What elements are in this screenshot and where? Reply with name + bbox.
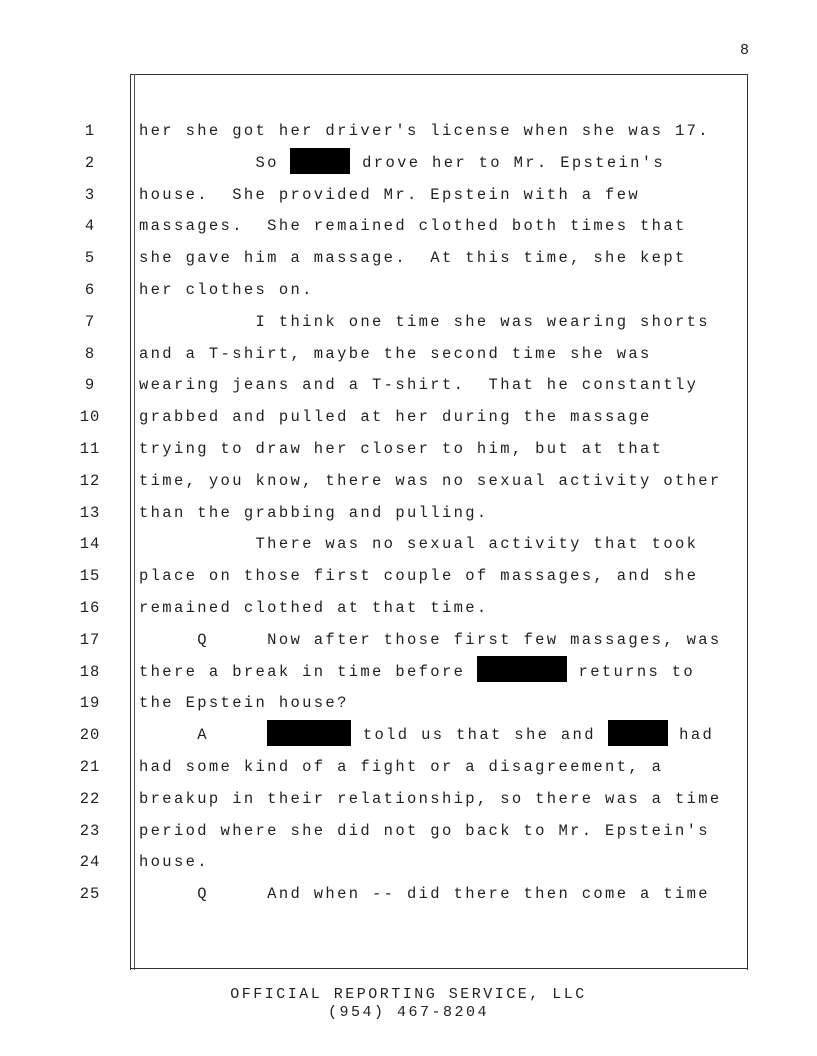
line-text-segment: time, you know, there was no sexual activity other [139,471,722,490]
line-text [139,720,714,752]
line-number: 20 [79,726,101,745]
line-text-segment: the Epstein house? [139,694,349,713]
line-text [139,434,663,466]
line-text [139,561,698,593]
line-number: 16 [79,598,101,617]
transcript-line [0,720,817,752]
redaction-block [267,720,351,746]
line-number: 9 [84,376,96,395]
transcript-line [0,816,817,848]
line-text-segment: than the grabbing and pulling. [139,503,489,522]
line-text-segment: trying to draw her closer to him, but at that [139,439,664,458]
line-number: 24 [79,853,101,872]
line-number: 2 [84,153,96,172]
line-text [139,879,710,911]
redaction-block [477,656,567,682]
transcript-line [0,847,817,879]
transcript-line [0,561,817,593]
line-number: 15 [79,567,101,586]
line-text [139,148,665,180]
line-number: 6 [84,280,96,299]
line-text-segment: house. [139,853,209,872]
footer-phone: (954) 467-8204 [327,1004,490,1021]
line-text-segment: her she got her driver's license when she was 17. [139,122,710,140]
line-text [139,211,687,243]
line-text [139,593,489,625]
line-text-segment: had [667,726,715,745]
line-text [139,466,722,498]
transcript-line [0,625,817,657]
line-text [139,243,687,275]
line-number: 17 [79,630,101,649]
transcript-line [0,529,817,561]
line-number: 25 [79,885,101,904]
line-text-segment: Q Now after those first few massages, was [139,630,722,649]
line-text-segment: massages. She remained clothed both times that [139,217,687,236]
line-text-segment: returns to [566,662,696,681]
line-text [139,275,314,307]
line-text [139,816,710,848]
line-text-segment: Q And when -- did there then come a time [139,885,710,904]
line-text [139,180,640,212]
line-text-segment: house. She provided Mr. Epstein with a few [139,185,641,204]
line-number: 23 [79,821,101,840]
line-text-segment: A [139,726,268,745]
transcript-line [0,402,817,434]
line-text-segment: grabbed and pulled at her during the massage [139,408,652,427]
line-number: 10 [79,408,101,427]
line-number: 4 [84,217,96,236]
line-text-segment: told us that she and [351,726,608,745]
transcript-line [0,879,817,911]
line-text-segment: period where she did not go back to Mr. Epstein's [139,821,710,840]
line-text-segment: drove her to Mr. Epstein's [350,153,666,172]
transcript-line [0,593,817,625]
page-number: 8 [740,42,751,59]
line-text [139,625,722,657]
line-text-segment: There was no sexual activity that took [139,535,699,554]
line-text [139,657,695,689]
line-number: 14 [79,535,101,554]
line-number: 8 [84,344,96,363]
transcript-line [0,211,817,243]
line-text-segment: I think one time she was wearing shorts [139,312,710,331]
line-text-segment: she gave him a massage. At this time, she kept [139,249,687,268]
transcript-line [0,498,817,530]
line-number: 21 [79,757,101,776]
line-text-segment: place on those first couple of massages, and she [139,567,699,586]
transcript-line [0,657,817,689]
line-number: 12 [79,471,101,490]
line-text-segment: there a break in time before [139,662,477,681]
frame-top-rule [130,74,748,75]
transcript-line [0,275,817,307]
line-text [139,307,710,339]
line-text [139,402,652,434]
line-text-segment: So [139,153,291,172]
transcript-line [0,688,817,720]
transcript-line [0,243,817,275]
line-text-segment: breakup in their relationship, so there was a time [139,789,722,808]
line-text [139,370,698,402]
line-number: 11 [79,439,101,458]
line-text [139,752,663,784]
footer [0,986,817,1022]
transcript-line [0,148,817,180]
transcript-line [0,370,817,402]
line-text-segment: her clothes on. [139,280,314,299]
line-text [139,339,652,371]
line-number: 13 [79,503,101,522]
transcript-body [0,116,817,911]
frame-bottom-rule [130,968,748,969]
line-text-segment: remained clothed at that time. [139,598,489,617]
line-number: 3 [84,185,96,204]
line-number: 22 [79,789,101,808]
transcript-line [0,434,817,466]
line-text [139,784,722,816]
line-text [139,529,698,561]
transcript-line [0,307,817,339]
line-text [139,116,710,148]
transcript-line [0,116,817,148]
line-text-segment: wearing jeans and a T-shirt. That he constantly [139,376,699,395]
transcript-line [0,784,817,816]
line-text [139,847,209,879]
line-text [139,688,349,720]
line-text [139,498,489,530]
transcript-line [0,180,817,212]
footer-company: OFFICIAL REPORTING SERVICE, LLC [230,986,587,1003]
line-number: 18 [79,662,101,681]
line-text-segment: had some kind of a fight or a disagreement, a [139,757,664,776]
line-number: 19 [79,694,101,713]
line-number: 1 [84,122,96,140]
redaction-block [608,720,668,746]
redaction-block [290,148,350,174]
transcript-line [0,466,817,498]
transcript-line [0,339,817,371]
transcript-line [0,752,817,784]
line-text-segment: and a T-shirt, maybe the second time she was [139,344,652,363]
line-number: 5 [84,249,96,268]
line-number: 7 [84,312,96,331]
